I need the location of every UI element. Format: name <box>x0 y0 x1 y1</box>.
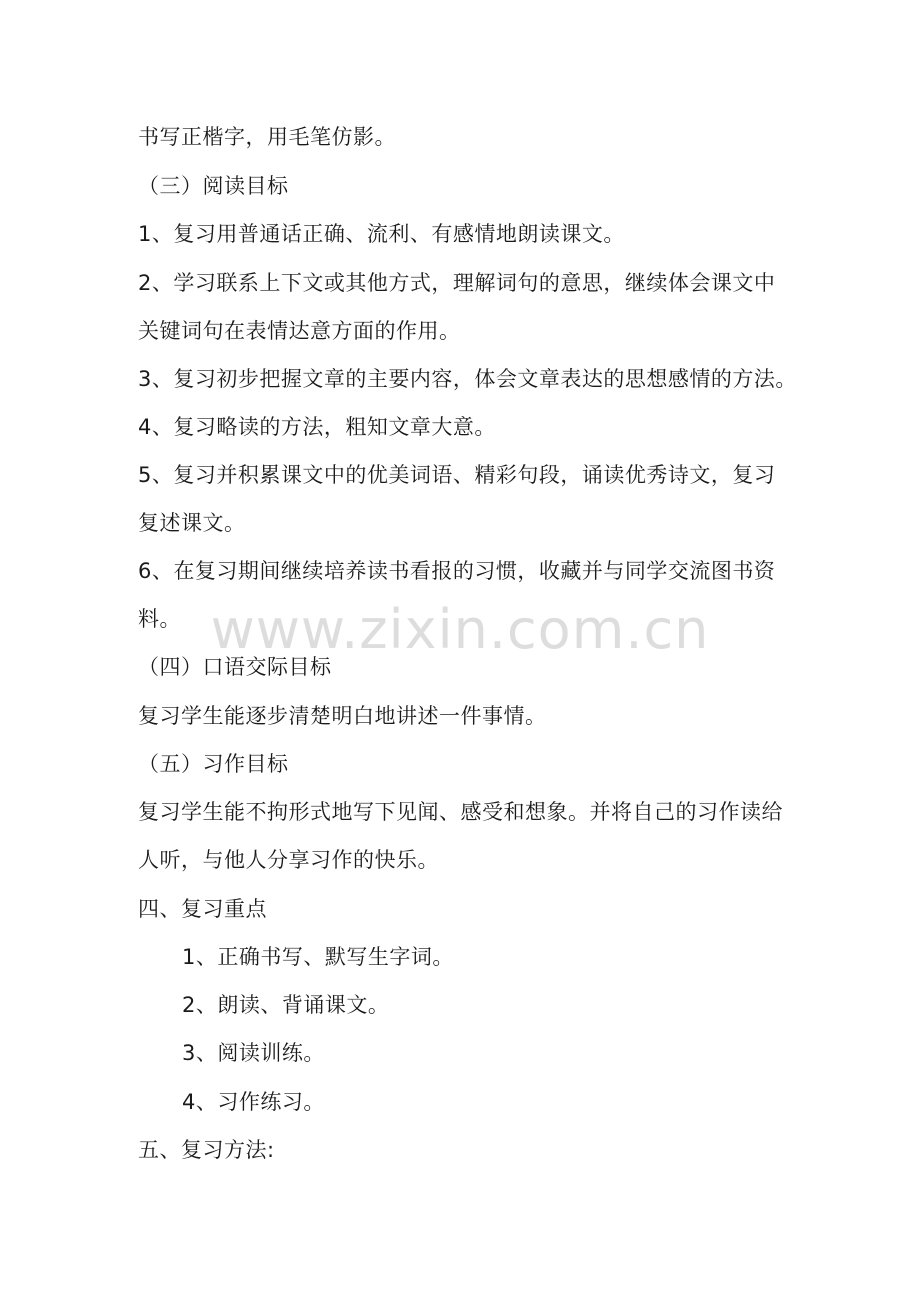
list-item-focus-1: 1、正确书写、默写生字词。 <box>182 945 454 969</box>
list-item-focus-2: 2、朗读、背诵课文。 <box>182 993 390 1017</box>
heading-writing-goals: （五）习作目标 <box>138 752 289 776</box>
list-item-reading-5-cont: 复述课文。 <box>138 511 246 535</box>
list-item-reading-6: 6、在复习期间继续培养读书看报的习惯，收藏并与同学交流图书资 <box>138 559 776 583</box>
watermark: www.zixin.com.cn <box>210 598 710 661</box>
list-item-reading-1: 1、复习用普通话正确、流利、有感情地朗读课文。 <box>138 222 625 246</box>
list-item-reading-5: 5、复习并积累课文中的优美词语、精彩句段，诵读优秀诗文，复习 <box>138 463 776 487</box>
heading-reading-goals: （三）阅读目标 <box>138 174 289 198</box>
list-item-focus-4: 4、习作练习。 <box>182 1090 325 1114</box>
text-line-writing: 复习学生能不拘形式地写下见闻、感受和想象。并将自己的习作读给 <box>138 800 783 824</box>
heading-oral-goals: （四）口语交际目标 <box>138 655 332 679</box>
text-line-oral: 复习学生能逐步清楚明白地讲述一件事情。 <box>138 704 547 728</box>
list-item-reading-4: 4、复习略读的方法，粗知文章大意。 <box>138 415 496 439</box>
list-item-focus-3: 3、阅读训练。 <box>182 1041 325 1065</box>
list-item-reading-2: 2、学习联系上下文或其他方式，理解词句的意思，继续体会课文中 <box>138 271 776 295</box>
text-line-writing-cont: 人听，与他人分享习作的快乐。 <box>138 848 439 872</box>
heading-review-method: 五、复习方法: <box>138 1138 275 1162</box>
list-item-reading-6-cont: 料。 <box>138 607 181 631</box>
list-item-reading-3: 3、复习初步把握文章的主要内容，体会文章表达的思想感情的方法。 <box>138 367 797 391</box>
text-line-calligraphy: 书写正楷字，用毛笔仿影。 <box>138 125 396 149</box>
list-item-reading-2-cont: 关键词句在表情达意方面的作用。 <box>138 319 461 343</box>
heading-review-focus: 四、复习重点 <box>138 897 267 921</box>
